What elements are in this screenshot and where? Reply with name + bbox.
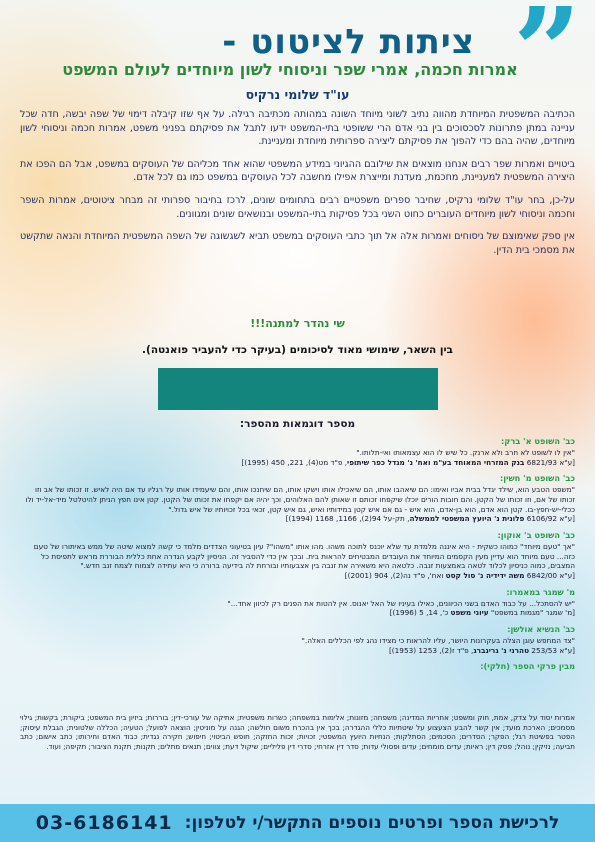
quote-mark-icon: ” [513,0,581,120]
example-item [20,473,575,524]
example-item [20,530,575,581]
chapters-heading: מבין פרקי הספר (חלקי): [480,661,575,672]
ref-prefix: [ע"א 6821/93 [524,457,575,467]
example-item [20,587,575,618]
page-title: ציתות לציטוט - [222,22,475,62]
ref-suffix: כ', 14, 5 (1996)] [389,608,451,618]
example-reference [20,571,575,581]
example-reference [20,458,575,468]
footer-label: לרכישת הספר ופרטים נוספים התקשר/י לטלפון: [184,813,560,833]
ref-prefix: [ע"א 6106/92 [524,514,575,524]
example-judge: כב' השופט א' ברק: [501,436,575,446]
ref-prefix: [ע"א 6842/00 [524,571,575,581]
chapters-list: אמרות יסוד על צדק, אמת, חוק ומשפט; אחריות המדינה; משפחה; מזונות; אלימות במשפחה; כשרות משפטית; אתיקה של עורכי-דין; בוררות; ביזיון בית המשפט; ביקורת; בקשות; גילוי מסמכים; הארכת מועד; אין קשר להבע הצעצוע על שיטתיות כללי ההגדרה; בכך אין בהכרח משום חולשה; הגנה על מוניטין; הוצאה לפועל; הטעיה; הכללה שלטונית; הגבלת עיסוק; הפטר בפשיטת רגל; הפקר; הסדרים; הסכמים; הסתלקות; הנחיות היועץ המשפטי; זכויות; זכות החזקה; חופש הביטוי; חיפוש; חקירה נגדית; כבוד האדם וחירותו; כתב אישום; כתב תביעה; נזיקין; נוהל; פסק דין; ראיות; עדים מומחים; עדים ופסולי עדות; סדר דין אזרחי; סדרי דין פליליים; שיקול דעת; צווים; תנאים מתלים; תקנות; תקנת הציבור; תקיפה; ועוד. [20,713,575,752]
example-reference [20,646,575,656]
example-judge: כב' הנשיא אולשן: [507,624,575,635]
ref-prefix: [ע"א 253/53 [529,645,575,655]
footer-banner [0,804,595,842]
ref-suffix: , פ"ד ז(2), 1253 (1953)] [388,645,474,655]
intro-text [20,108,575,266]
example-quote: "יש להסתכל... על כבוד האדם בשני הכיוונים, כאילו בעיניו של האל יאנוס. אין להטות את הפנים רק לכיוון אחד..." [227,598,575,608]
examples-list [20,436,575,678]
ref-suffix: , תק-על 94(2), 1166, 1168 (1994)] [285,514,410,524]
ref-case-name: פלונית נ' היועץ המשפטי לממשלה [409,514,525,524]
example-item [20,624,575,655]
example-quote: "אין לו לשופט לא חרב ולא ארנק. כל שיש לו הוא עצמאותו ואי-תלותו." [356,447,575,457]
ref-case-name: עיוני משפט [450,608,489,618]
gift-line: שי נהדר למתנה!!! [250,317,345,330]
ref-case-name: טהרני נ' גרינברג [473,645,530,655]
example-quote: "משפט הטבע הוא, שילד יגדל בבית אביו ואימו: הם שיאהבו אותו, הם שיאכילו אותו וישקו אותו, הם שיחנכו אותו, והם שיעמידו אותו על רגליו עד אם היה לאיש. זו זכותו של אב וזו זכותו של אם, וזו זכותו של הקטן. והם חובות הורים יוכלו שיקפחו זכותם זו שאותן להם האלוהים, וכך יהיה אם יקפחו את זכותו של הקטן. קטן אינו חפץ הניתן להיטלטל מיד-אל-יד ולו ככלי-יש-חפץ-בו. קטן הוא אדם, הוא בן-אדם, הוא איש - גם אם איש קטן במידותיו ואיש, גם איש קטן, זכאי בכל זכויותיו של איש גדול." [25,485,575,514]
example-quote: "צד המחפש עוגן הצלה בעקרונות היושר, עליו להראות כי מצידו נהג לפי הכללים האלה." [301,635,575,645]
example-judge: כב' השופט ב' אוקון: [497,530,575,541]
page-subtitle: אמרות חכמה, אמרי שפר וניסוחי לשון מיוחדים לעולם המשפט [62,60,518,79]
ref-prefix: [מ' שמגר "מגמות במשפט" [488,608,575,618]
intro-paragraph: על-כן, בחר עו"ד שלומי נרקיס, שחיבר ספרים משפטיים רבים בתחומים שונים, לרכז בחיבור ספרותי זה מבחר ציטוטים, אמרות השפר וחכמה וניסוחי לשון מיוחדים העוברים כחוט השני בכל פסיקות בתי-המשפט ובנושאים שונים ומגוונים. [20,195,575,220]
ref-case-name: בנק המזרחי המאוחד בע"מ ואח' נ' מגדל כפר שיתופי [347,457,525,467]
example-reference [20,514,575,524]
example-judge: כב' השופט מ' חשין: [499,473,575,484]
highlight-bar [158,368,438,389]
example-reference [20,608,575,618]
ref-suffix: , פ"ד מט(4), 221, 450 (1995)] [241,457,348,467]
highlight-bar [158,389,438,410]
example-item [20,661,575,672]
examples-heading: מספר דוגמאות מהספר: [239,418,356,430]
example-item [20,436,575,467]
example-quote: "אך "טעם מיוחד" כמוהו כשקית - היא איננה מלמדת עד שלא יוכנס לתוכה משהו. מהו אותו "משהו"? עיון בטיעוני הצדדים מלמד כי קשה למצוא שיטה של ממש באיתורו של טעם כזה... טעם מיוחד הוא עדיין מעין הקסמים המיוחד את העובדים המבטיחים להראות בית. ובכך אין כדי להסביר זה. הניסיון לקבע הגדרה אחת כללית הבוררת מראש לתפיסת כל המצבים, כמוה כניסיון לכלוד לטאה באמצעות זנבה. כלטאה היא משאירה את זנבה בין אצבעותיו ובורחת לה בידיעה ברורה כי היא עתידה לצמוח לצמח זנב חדש." [33,541,575,571]
author-name: עו"ד שלומי נרקיס [245,87,350,102]
note-line: בין השאר, שימושי מאוד לסיכומים (בעיקר כדי להעביר פואנטה). [142,344,453,356]
ref-suffix: ואח', פ"ד נה(2), 904 (2001)] [344,571,446,581]
ref-case-name: משה ידידיה נ' סול קסט [445,571,525,581]
phone-link[interactable]: 03-6186141 [35,812,173,834]
example-judge: מ' שמגר במאמרו: [506,586,575,597]
intro-paragraph: ביטויים ואמרות שפר רבים אנחנו מוצאים את שילובם ההגיוני במידע המשפטי שהוא אחד מכליהם של העוסקים במשפט, אבל הם הפכו את היצירה המשפטית למעניינת, מחכמת, מעדנת ומייצרת אפילו מחשבה לכל העוסקים במשפט כמו גם לכל אדם. [20,158,575,184]
intro-paragraph: אין ספק שאימוצם של ניסוחים ואמרות אלה אל תוך כתבי העוסקים במשפט תביא לשגשוגה של השפה המשפטית המיוחדת והנאה שתקשט את מסמכי בית הדין. [20,231,575,256]
intro-paragraph: הכתיבה המשפטית המיוחדת מהווה נתיב לשוני מיוחד השונה במהותה מכתיבה רגילה. על אף שזו קיבלה דימוי של שפה יבשה, חדה שכל עניינה במתן פתרונות לסכסוכים בין בני אדם הרי ששופטי בתי-המשפט ידעו לתבל את פסיקתם בפניני משפט, אמרות חכמה וניסוחי לשון מיוחדים, שהיה בהם כדי להפוך את פסיקתם ליצירה ספרותית מיוחדת ומעניינת. [20,109,575,148]
